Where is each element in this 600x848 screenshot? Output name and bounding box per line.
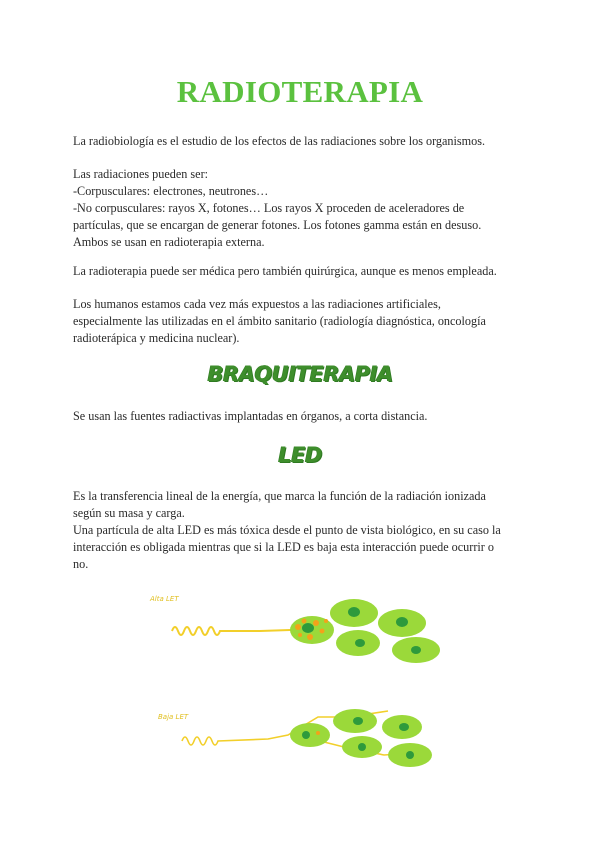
nucleus (302, 623, 314, 633)
nucleus (411, 646, 421, 654)
exposure-line: Los humanos estamos cada vez más expuestos a las radiaciones artificiales, (73, 297, 441, 311)
impact-dot (320, 629, 325, 634)
impact-dot (313, 620, 319, 626)
nucleus (406, 751, 414, 759)
nucleus (396, 617, 408, 627)
impact-dot (307, 634, 313, 640)
nucleus (348, 607, 360, 617)
nucleus (399, 723, 409, 731)
radiation-types-line: partículas, que se encargan de generar fotones. Los fotones gamma están en desuso. (73, 218, 482, 232)
led-line: Es la transferencia lineal de la energía, que marca la función de la radiación ionizada (73, 489, 486, 503)
led-line: Una partícula de alta LED es más tóxica desde el punto de vista biológico, en su caso la (73, 523, 501, 537)
led-line: según su masa y carga. (73, 506, 185, 520)
radiation-types-paragraph (73, 166, 533, 251)
nucleus (302, 731, 310, 739)
page-title: RADIOTERAPIA (176, 74, 424, 109)
low-let-label: Baja LET (158, 713, 189, 721)
high-let-label: Alta LET (150, 595, 179, 603)
radiation-types-line: -No corpusculares: rayos X, fotones… Los rayos X proceden de aceleradores de (73, 201, 465, 215)
impact-dot (324, 619, 328, 623)
nucleus (355, 639, 365, 647)
impact-dot (316, 731, 320, 735)
exposure-line: especialmente las utilizadas en el ámbito sanitario (radiología diagnóstica, oncología (73, 314, 486, 328)
impact-dot (295, 624, 301, 630)
led-paragraph (73, 488, 533, 573)
surgery-paragraph: La radioterapia puede ser médica pero también quirúrgica, aunque es menos empleada. (73, 264, 497, 278)
led-heading: LED (278, 443, 322, 467)
high-let-group (149, 595, 440, 663)
exposure-paragraph (73, 296, 533, 347)
radiation-types-line: Las radiaciones pueden ser: (73, 167, 209, 181)
exposure-line: radioterápica y medicina nuclear). (73, 331, 240, 345)
braquiterapia-paragraph: Se usan las fuentes radiactivas implantadas en órganos, a corta distancia. (73, 409, 428, 423)
intro-paragraph: La radiobiología es el estudio de los efectos de las radiaciones sobre los organismos. (73, 134, 486, 148)
impact-dot (298, 633, 302, 637)
nucleus (358, 743, 366, 751)
radiation-types-line: -Corpusculares: electrones, neutrones… (73, 184, 269, 198)
low-let-group (158, 709, 432, 767)
impact-dot (302, 619, 307, 624)
braquiterapia-heading: BRAQUITERAPIA (207, 362, 393, 386)
led-line: no. (73, 557, 89, 571)
led-line: interacción es obligada mientras que si la LED es baja esta interacción puede ocurrir o (73, 540, 494, 554)
let-diagram (140, 585, 460, 770)
radiation-types-line: Ambos se usan en radioterapia externa. (73, 235, 265, 249)
nucleus (353, 717, 363, 725)
